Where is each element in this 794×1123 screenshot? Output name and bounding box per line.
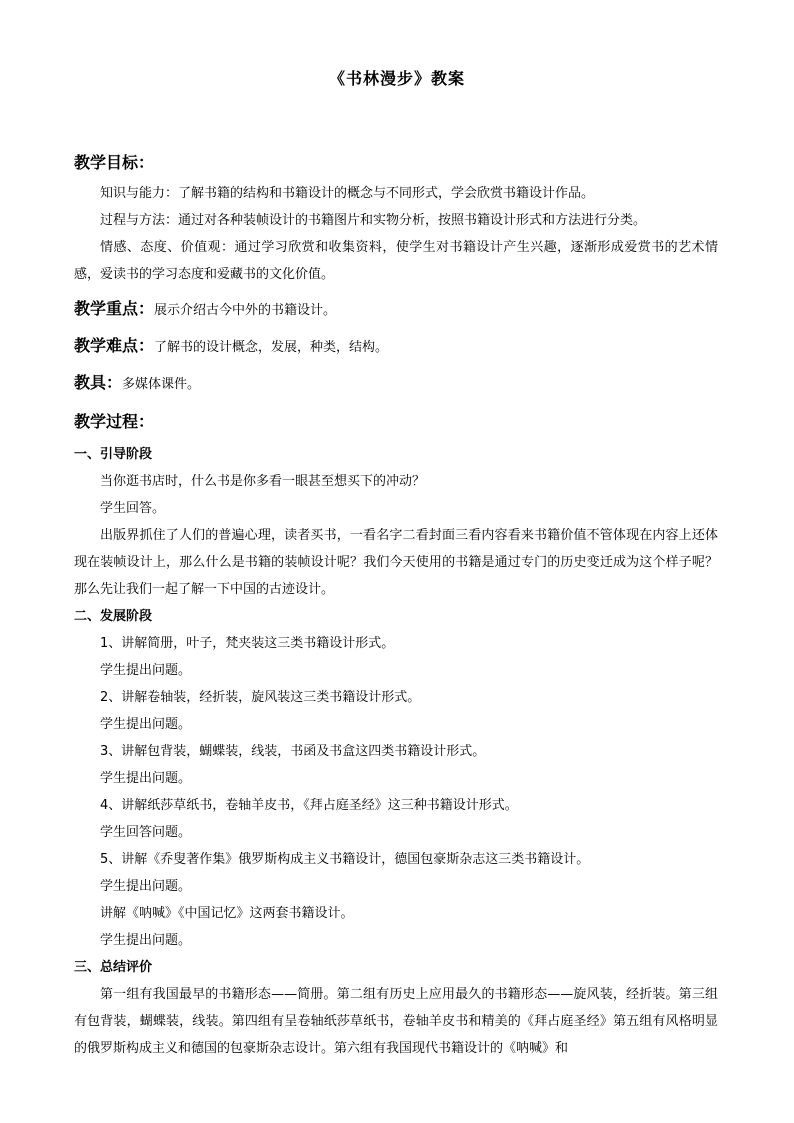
objective-knowledge: 知识与能力：了解书籍的结构和书籍设计的概念与不同形式，学会欣赏书籍设计作品。 bbox=[100, 186, 595, 201]
key-point-row bbox=[74, 292, 718, 329]
objectives-heading: 教学目标： bbox=[74, 153, 155, 172]
difficulty-row bbox=[74, 329, 718, 366]
difficulty-heading: 教学难点： bbox=[74, 336, 155, 355]
section2-item-12: 学生提出问题。 bbox=[100, 933, 192, 948]
section2-item-4: 学生提出问题。 bbox=[100, 717, 192, 732]
section2-heading: 二、发展阶段 bbox=[74, 609, 153, 624]
difficulty-text: 了解书的设计概念，发展，种类，结构。 bbox=[154, 340, 389, 355]
section2-item-9: 5、讲解《乔叟著作集》俄罗斯构成主义书籍设计，德国包豪斯杂志这三类书籍设计。 bbox=[100, 852, 590, 867]
tools-text: 多媒体课件。 bbox=[122, 377, 201, 392]
document-body bbox=[74, 146, 718, 1062]
process-heading: 教学过程： bbox=[74, 412, 155, 431]
section2-item-10: 学生提出问题。 bbox=[100, 879, 192, 894]
section2-item-7: 4、讲解纸莎草纸书，卷轴羊皮书，《拜占庭圣经》这三种书籍设计形式。 bbox=[100, 798, 518, 813]
section2-item-11: 讲解《呐喊》《中国记忆》这两套书籍设计。 bbox=[100, 906, 354, 921]
objective-emotion: 情感、态度、价值观：通过学习欣赏和收集资料，使学生对书籍设计产生兴趣，逐渐形成爱赏书的艺术情感，爱读书的学习态度和爱藏书的文化价值。 bbox=[74, 240, 718, 282]
section2-item-5: 3、讲解包背装，蝴蝶装，线装，书函及书盒这四类书籍设计形式。 bbox=[100, 744, 486, 759]
objective-process: 过程与方法：通过对各种装帧设计的书籍图片和实物分析，按照书籍设计形式和方法进行分类。 bbox=[100, 213, 647, 228]
section2-item-1: 1、讲解简册，叶子，梵夹装这三类书籍设计形式。 bbox=[100, 636, 395, 651]
tools-row bbox=[74, 366, 718, 403]
section1-heading: 一、引导阶段 bbox=[74, 447, 153, 462]
section1-answer: 学生回答。 bbox=[100, 501, 166, 516]
tools-heading: 教具： bbox=[74, 373, 123, 392]
document-title: 《书林漫步》教案 bbox=[328, 69, 465, 88]
key-point-text: 展示介绍古今中外的书籍设计。 bbox=[154, 303, 337, 318]
section2-item-3: 2、讲解卷轴装，经折装，旋风装这三类书籍设计形式。 bbox=[100, 690, 421, 705]
section2-item-2: 学生提出问题。 bbox=[100, 663, 192, 678]
section1-question: 当你逛书店时，什么书是你多看一眼甚至想买下的冲动？ bbox=[100, 474, 426, 489]
section1-intro: 出版界抓住了人们的普遍心理，读者买书，一看名字二看封面三看内容看来书籍价值不管体现在内容上还体现在装帧设计上，那么什么是书籍的装帧设计呢？我们今天使用的书籍是通过专门的历史变迁成为这个样子呢？那么先让我们一起了解一下中国的古迹设计。 bbox=[74, 528, 718, 597]
section3-heading: 三、总结评价 bbox=[74, 960, 153, 975]
section2-item-8: 学生回答问题。 bbox=[100, 825, 192, 840]
section2-item-6: 学生提出问题。 bbox=[100, 771, 192, 786]
key-point-heading: 教学重点： bbox=[74, 299, 155, 318]
section3-summary: 第一组有我国最早的书籍形态——简册。第二组有历史上应用最久的书籍形态——旋风装，经折装。第三组有包背装，蝴蝶装，线装。第四组有呈卷轴纸莎草纸书，卷轴羊皮书和精美的《拜占庭圣经》第五组有风格明显的俄罗斯构成主义和德国的包豪斯杂志设计。第六组有我国现代书籍设计的《呐喊》和 bbox=[74, 987, 718, 1056]
